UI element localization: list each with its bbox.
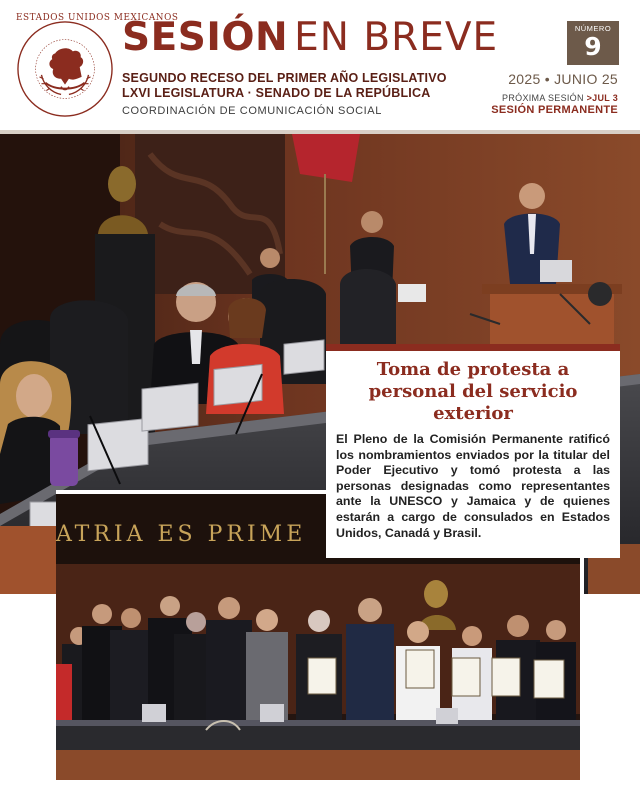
issue-number-value: 9 <box>584 32 602 61</box>
issue-date: 2025 • JUNIO 25 <box>508 71 618 87</box>
subtitle-recess: SEGUNDO RECESO DEL PRIMER AÑO LEGISLATIVO <box>122 71 447 85</box>
subtitle-legislature: LXVI LEGISLATURA · SENADO DE LA REPÚBLICA <box>122 86 431 100</box>
article-title: Toma de protesta a personal del servicio exterior <box>368 359 578 424</box>
title-bold: SESIÓN <box>122 15 289 60</box>
coordination-label: COORDINACIÓN DE COMUNICACIÓN SOCIAL <box>122 105 382 117</box>
bulletin-title <box>122 15 499 60</box>
mexican-coat-of-arms-seal <box>16 13 179 118</box>
next-session-date: >JUL 3 <box>586 93 618 103</box>
title-light: EN BREVE <box>294 15 499 60</box>
wall-motto-text: ATRIA ES PRIME <box>56 522 307 547</box>
article-card <box>326 344 620 558</box>
next-session-label: PRÓXIMA SESIÓN <box>502 93 584 103</box>
issue-number-label: NÚMERO <box>574 24 612 33</box>
article-body: El Pleno de la Comisión Permanente ratificó los nombramientos enviados por la titular del Poder Ejecutivo y tomó protesta a las personas designadas como representantes ante la UNESCO y Jamaica y de quienes estarán a cargo de consulados en Estados Unidos, Canadá y Brasil. <box>336 432 610 540</box>
issue-number-badge <box>567 21 619 65</box>
session-type: SESIÓN PERMANENTE <box>491 104 618 116</box>
bulletin-header <box>0 0 640 130</box>
next-session <box>502 93 618 103</box>
seal-text: ESTADOS UNIDOS MEXICANOS <box>16 13 179 23</box>
